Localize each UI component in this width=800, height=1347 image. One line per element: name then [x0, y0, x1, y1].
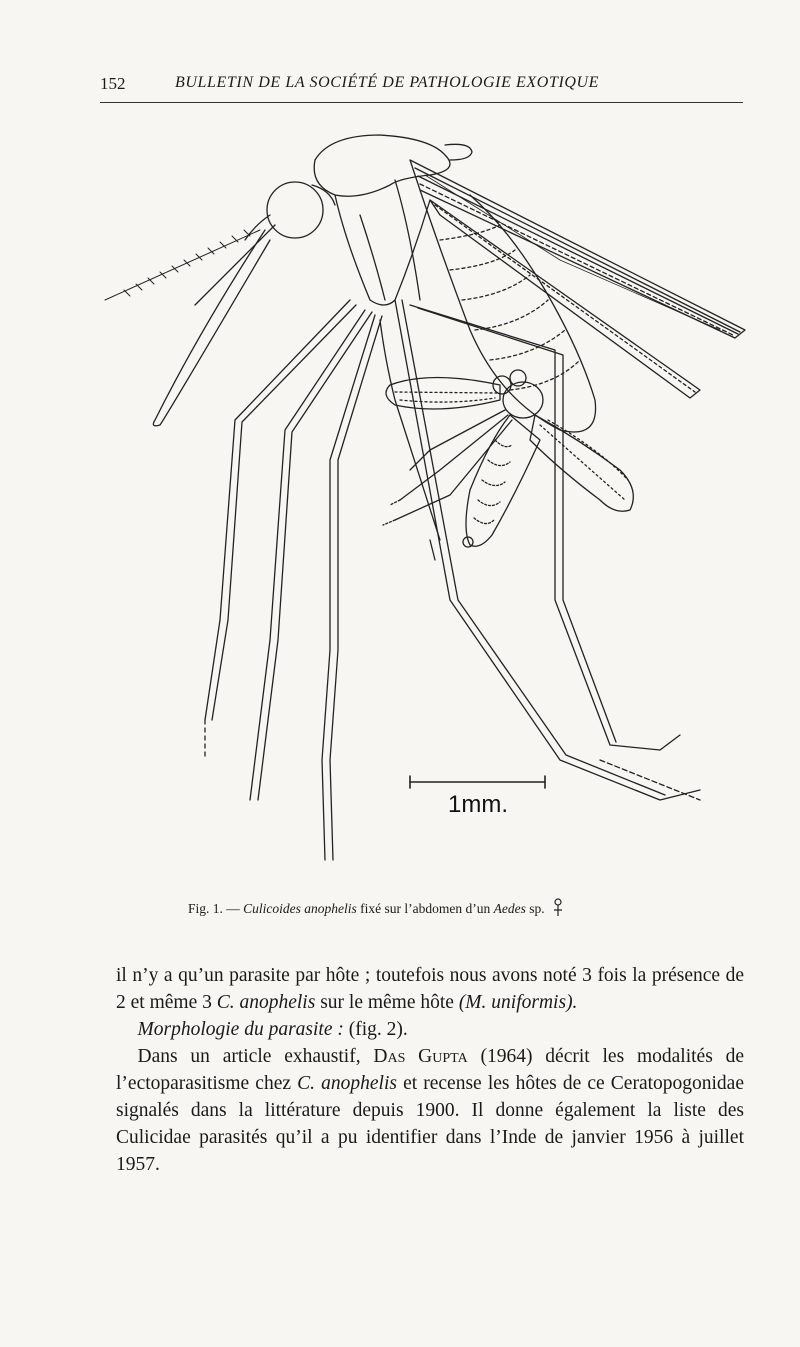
host-mosquito-illustration [105, 135, 745, 860]
figure-caption [188, 898, 668, 918]
paragraph-3: Dans un article exhaustif, Das Gupta (1964) décrit les modalités de l’ectoparasitisme chez C. anophelis et recense les hôtes de ce Ceratopogonidae signalés dans la littérature depuis 1900. Il donne également la liste des Culicidae parasités qu’il a pu identifier dans l’Inde de janvier 1956 à juillet 1957. [116, 1046, 745, 1175]
figure-mosquito-drawing [95, 110, 755, 880]
caption-prefix: Fig. 1. — [188, 901, 244, 916]
scale-bar [410, 776, 545, 788]
paragraph-2: Morphologie du parasite : (fig. 2). [137, 1019, 408, 1040]
caption-suffix: sp. [525, 901, 545, 916]
author-name: Das Gupta [373, 1046, 468, 1067]
page-header [100, 72, 743, 103]
running-head: BULLETIN DE LA SOCIÉTÉ DE PATHOLOGIE EXOTIQUE [175, 74, 600, 91]
female-symbol-icon [552, 898, 564, 918]
paragraph-1: il n’y a qu’un parasite par hôte ; toutefois nous avons noté 3 fois la présence de 2 et même 3 C. anophelis sur le même hôte (M. uniformis). [116, 965, 744, 1013]
caption-middle: fixé sur l’abdomen d’un [356, 901, 494, 916]
scale-bar-label: 1mm. [448, 791, 508, 818]
section-heading: Morphologie du parasite : [137, 1019, 344, 1040]
caption-species: Culicoides anophelis [243, 901, 357, 916]
caption-host: Aedes [493, 901, 526, 916]
body-text [116, 962, 744, 1178]
page-number: 152 [100, 74, 126, 93]
